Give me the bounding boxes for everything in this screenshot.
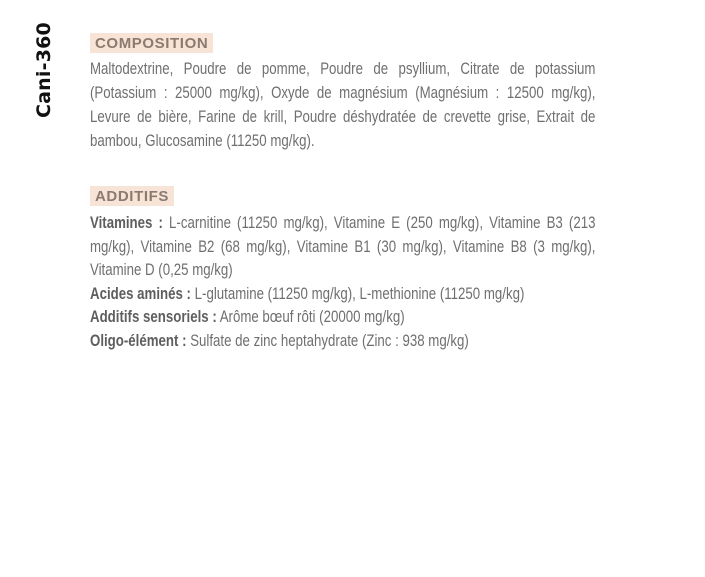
oligo-element-label: Oligo-élément : xyxy=(90,330,187,350)
acides-amines-label: Acides aminés : xyxy=(90,283,191,303)
oligo-element-text: Sulfate de zinc heptahydrate (Zinc : 938 mg/kg) xyxy=(186,330,469,350)
composition-text: Maltodextrine, Poudre de pomme, Poudre de psyllium, Citrate de potassium (Potassium : 25000 mg/kg), Oxyde de magnésium (Magnésium : 12500 mg/kg), Levure de bière, Farine de krill, Poudre déshydratée de crevette grise, Extrait de bambou, Glucosamine (11250 mg/kg). xyxy=(90,59,596,150)
additifs-sensoriels-entry xyxy=(90,305,595,329)
additifs-sensoriels-label: Additifs sensoriels : xyxy=(90,307,217,326)
additifs-section xyxy=(90,186,595,352)
oligo-element-entry xyxy=(90,329,595,353)
brand-label: Cani-360 xyxy=(33,22,55,118)
additifs-list xyxy=(90,211,595,352)
vitamines-text: L-carnitine (11250 mg/kg), Vitamine E (250 mg/kg), Vitamine B3 (213 mg/kg), Vitamine B2 (68 mg/kg), Vitamine B1 (30 mg/kg), Vitamine B8 (3 mg/kg), Vitamine D (0,25 mg/kg) xyxy=(90,213,596,279)
vitamines-label: Vitamines : xyxy=(90,213,163,232)
vitamines-entry xyxy=(90,211,595,282)
composition-heading: COMPOSITION xyxy=(90,33,213,53)
acides-amines-text: L-glutamine (11250 mg/kg), L-methionine (11250 mg/kg) xyxy=(190,283,525,303)
additifs-heading: ADDITIFS xyxy=(90,186,174,206)
additifs-sensoriels-text: Arôme bœuf rôti (20000 mg/kg) xyxy=(216,307,405,326)
composition-section xyxy=(90,33,595,153)
acides-amines-entry xyxy=(90,282,595,306)
